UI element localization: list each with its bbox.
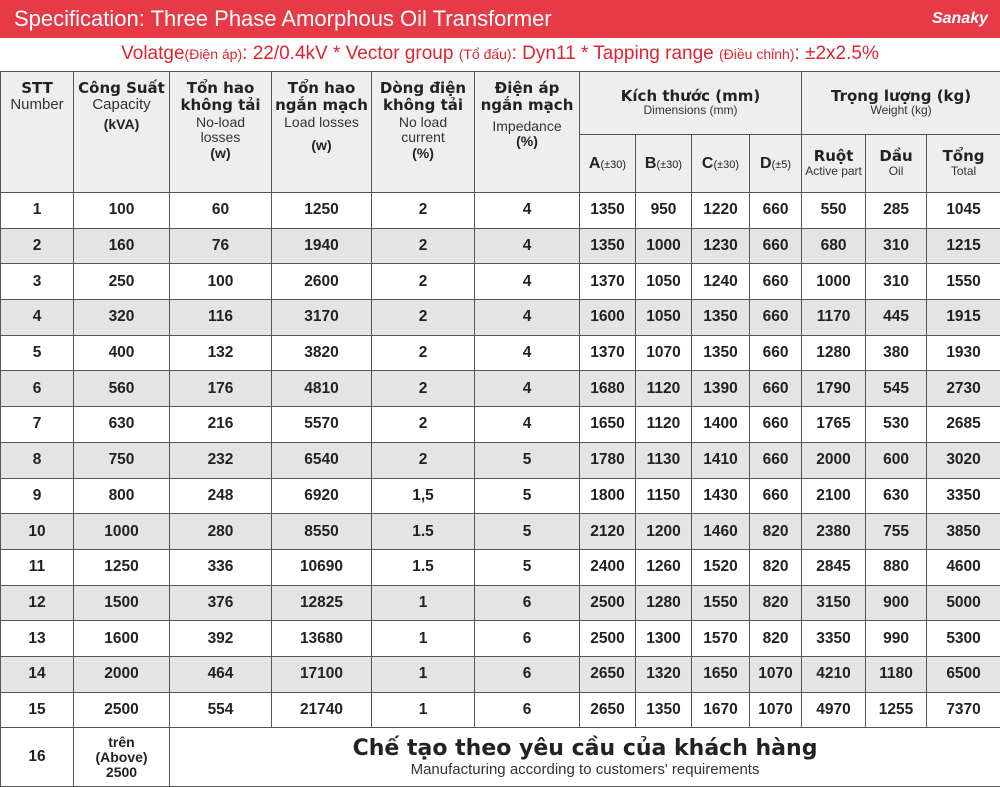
col-header-weight: Trọng lượng (kg) Weight (kg) (802, 72, 1000, 135)
cell-total: 1550 (927, 264, 1000, 300)
cell-noload-current: 2 (372, 371, 475, 407)
col-header-dim-b: B(±30) (636, 134, 692, 192)
cell-active-part: 1280 (802, 335, 866, 371)
cell-dim-c: 1460 (692, 514, 750, 550)
cell-load-loss: 3820 (272, 335, 372, 371)
cell-dim-b: 1260 (636, 549, 692, 585)
cell-noload-current: 2 (372, 335, 475, 371)
table-body (1, 193, 1000, 787)
cell-dim-c: 1410 (692, 442, 750, 478)
cell-stt: 6 (1, 371, 74, 407)
cell-dim-c: 1220 (692, 193, 750, 229)
cell-dim-a: 1650 (580, 407, 636, 443)
cell-dim-b: 1130 (636, 442, 692, 478)
cell-dim-d: 660 (750, 228, 802, 264)
cell-stt: 11 (1, 549, 74, 585)
cell-dim-d: 660 (750, 193, 802, 229)
cell-noload-current: 1 (372, 656, 475, 692)
cell-dim-a: 1350 (580, 228, 636, 264)
cell-impedance: 4 (475, 193, 580, 229)
cell-oil: 990 (866, 621, 927, 657)
cell-load-loss: 5570 (272, 407, 372, 443)
cell-load-loss: 3170 (272, 300, 372, 336)
voltage-label-vi: (Điện áp) (185, 46, 243, 62)
cell-noload-loss: 554 (170, 692, 272, 728)
cell-impedance: 5 (475, 514, 580, 550)
cell-active-part: 2845 (802, 549, 866, 585)
cell-impedance: 6 (475, 621, 580, 657)
cell-noload-current: 1 (372, 585, 475, 621)
cell-load-loss: 13680 (272, 621, 372, 657)
table-row (1, 621, 1000, 657)
cell-dim-a: 2400 (580, 549, 636, 585)
cell-dim-a: 2120 (580, 514, 636, 550)
title-bar (0, 0, 1000, 38)
cell-noload-current: 2 (372, 300, 475, 336)
cell-total: 5000 (927, 585, 1000, 621)
cell-oil: 285 (866, 193, 927, 229)
cell-capacity: 400 (74, 335, 170, 371)
cell-impedance: 6 (475, 692, 580, 728)
cell-active-part: 4970 (802, 692, 866, 728)
cell-impedance: 5 (475, 549, 580, 585)
cell-stt: 10 (1, 514, 74, 550)
custom-note-vi: Chế tạo theo yêu cầu của khách hàng (170, 736, 1000, 761)
cap-above-en: (Above) (74, 750, 169, 765)
cell-dim-b: 1280 (636, 585, 692, 621)
cell-dim-b: 1050 (636, 264, 692, 300)
cell-dim-d: 660 (750, 300, 802, 336)
cell-noload-current: 2 (372, 407, 475, 443)
cell-impedance: 4 (475, 264, 580, 300)
cell-oil: 445 (866, 300, 927, 336)
cell-dim-b: 1120 (636, 407, 692, 443)
cell-capacity: 160 (74, 228, 170, 264)
cell-noload-current: 1.5 (372, 514, 475, 550)
cell-active-part: 1170 (802, 300, 866, 336)
cell-stt: 1 (1, 193, 74, 229)
tap-value: : ±2x2.5% (795, 43, 879, 64)
cap-above-val: 2500 (74, 765, 169, 780)
cell-load-loss: 10690 (272, 549, 372, 585)
cell-dim-a: 2650 (580, 656, 636, 692)
cell-total: 3850 (927, 514, 1000, 550)
col-header-total: Tổng Total (927, 134, 1000, 192)
cell-dim-c: 1650 (692, 656, 750, 692)
table-row (1, 514, 1000, 550)
cell-capacity: 320 (74, 300, 170, 336)
cell-dim-c: 1390 (692, 371, 750, 407)
cell-dim-c: 1240 (692, 264, 750, 300)
cell-dim-d: 820 (750, 514, 802, 550)
cell-noload-loss: 464 (170, 656, 272, 692)
cell-capacity: 2500 (74, 692, 170, 728)
cell-active-part: 680 (802, 228, 866, 264)
cell-impedance: 6 (475, 656, 580, 692)
cell-stt: 8 (1, 442, 74, 478)
cell-dim-d: 820 (750, 621, 802, 657)
cell-total: 1930 (927, 335, 1000, 371)
cell-oil: 600 (866, 442, 927, 478)
cell-active-part: 550 (802, 193, 866, 229)
cell-load-loss: 2600 (272, 264, 372, 300)
cell-stt: 4 (1, 300, 74, 336)
cell-noload-loss: 216 (170, 407, 272, 443)
cell-load-loss: 8550 (272, 514, 372, 550)
cell-active-part: 4210 (802, 656, 866, 692)
cell-noload-current: 2 (372, 442, 475, 478)
cell-load-loss: 4810 (272, 371, 372, 407)
cell-noload-loss: 132 (170, 335, 272, 371)
custom-note-en: Manufacturing according to customers' requirements (170, 761, 1000, 778)
cell-stt: 13 (1, 621, 74, 657)
cell-total: 3350 (927, 478, 1000, 514)
cell-active-part: 3350 (802, 621, 866, 657)
vector-label-vi: (Tổ đấu) (459, 46, 512, 62)
table-row (1, 656, 1000, 692)
cell-dim-c: 1520 (692, 549, 750, 585)
page-title: Specification: Three Phase Amorphous Oil Transformer (14, 6, 552, 32)
cell-stt: 2 (1, 228, 74, 264)
cell-active-part: 2100 (802, 478, 866, 514)
cell-dim-b: 1070 (636, 335, 692, 371)
cell-dim-d: 660 (750, 335, 802, 371)
cell-noload-current: 1 (372, 692, 475, 728)
cell-impedance: 4 (475, 335, 580, 371)
cell-impedance: 4 (475, 228, 580, 264)
cell-oil: 310 (866, 228, 927, 264)
cell-impedance: 6 (475, 585, 580, 621)
cell-load-loss: 21740 (272, 692, 372, 728)
cell-active-part: 1790 (802, 371, 866, 407)
cell-dim-c: 1350 (692, 335, 750, 371)
cell-dim-d: 820 (750, 585, 802, 621)
cell-load-loss: 6920 (272, 478, 372, 514)
cell-oil: 880 (866, 549, 927, 585)
cell-capacity: 100 (74, 193, 170, 229)
cell-load-loss: 12825 (272, 585, 372, 621)
table-row (1, 228, 1000, 264)
col-header-dim-d: D(±5) (750, 134, 802, 192)
cell-dim-b: 1000 (636, 228, 692, 264)
cell-oil: 530 (866, 407, 927, 443)
cell-active-part: 2000 (802, 442, 866, 478)
cell-total: 5300 (927, 621, 1000, 657)
cell-stt: 7 (1, 407, 74, 443)
cell-impedance: 4 (475, 300, 580, 336)
cell-dim-a: 1350 (580, 193, 636, 229)
cell-dim-b: 1300 (636, 621, 692, 657)
cell-dim-c: 1350 (692, 300, 750, 336)
cell-impedance: 5 (475, 442, 580, 478)
cell-impedance: 5 (475, 478, 580, 514)
cell-total: 7370 (927, 692, 1000, 728)
cell-noload-loss: 392 (170, 621, 272, 657)
table-row (1, 264, 1000, 300)
cell-stt: 12 (1, 585, 74, 621)
cell-dim-a: 1370 (580, 335, 636, 371)
spec-table (0, 71, 1000, 787)
cell-impedance: 4 (475, 371, 580, 407)
cell-load-loss: 1250 (272, 193, 372, 229)
col-header-dim-a: A(±30) (580, 134, 636, 192)
cell-noload-loss: 116 (170, 300, 272, 336)
cell-oil: 900 (866, 585, 927, 621)
cell-stt: 14 (1, 656, 74, 692)
cell-noload-current: 2 (372, 264, 475, 300)
cell-capacity: 560 (74, 371, 170, 407)
cell-dim-c: 1670 (692, 692, 750, 728)
cell-total: 4600 (927, 549, 1000, 585)
col-header-dimensions: Kích thước (mm) Dimensions (mm) (580, 72, 802, 135)
cell-noload-loss: 248 (170, 478, 272, 514)
cell-dim-a: 1600 (580, 300, 636, 336)
cell-total: 3020 (927, 442, 1000, 478)
cell-dim-d: 660 (750, 478, 802, 514)
tap-label-vi: (Điều chỉnh) (719, 46, 794, 62)
cell-dim-a: 1370 (580, 264, 636, 300)
vector-value: : Dyn11 * (512, 43, 594, 64)
table-row (1, 585, 1000, 621)
cell-noload-loss: 376 (170, 585, 272, 621)
vector-label: Vector group (346, 43, 454, 64)
cell-dim-d: 660 (750, 442, 802, 478)
cell-noload-loss: 76 (170, 228, 272, 264)
col-header-dim-c: C(±30) (692, 134, 750, 192)
col-header-capacity: Công Suất Capacity (kVA) (74, 72, 170, 193)
cell-noload-current: 1,5 (372, 478, 475, 514)
cell-noload-loss: 176 (170, 371, 272, 407)
table-row (1, 478, 1000, 514)
cell-total: 1045 (927, 193, 1000, 229)
cell-dim-d: 1070 (750, 656, 802, 692)
cell-dim-b: 1120 (636, 371, 692, 407)
cell-dim-c: 1570 (692, 621, 750, 657)
col-header-noload-current: Dòng điện không tải No load current (%) (372, 72, 475, 193)
table-row (1, 692, 1000, 728)
cell-dim-d: 660 (750, 264, 802, 300)
col-header-active-part: Ruột Active part (802, 134, 866, 192)
spec-subtitle (0, 40, 1000, 70)
cell-capacity: 2000 (74, 656, 170, 692)
cell-active-part: 3150 (802, 585, 866, 621)
cell-capacity: 1000 (74, 514, 170, 550)
cell-stt: 15 (1, 692, 74, 728)
cell-oil: 1255 (866, 692, 927, 728)
cell-noload-loss: 280 (170, 514, 272, 550)
cell-dim-c: 1400 (692, 407, 750, 443)
cell-load-loss: 17100 (272, 656, 372, 692)
cell-dim-a: 2650 (580, 692, 636, 728)
cell-noload-current: 1 (372, 621, 475, 657)
cell-total: 2685 (927, 407, 1000, 443)
cell-oil: 545 (866, 371, 927, 407)
brand-logo: Sanaky (932, 10, 988, 28)
cell-dim-b: 1200 (636, 514, 692, 550)
cell-capacity: 750 (74, 442, 170, 478)
cell-total: 6500 (927, 656, 1000, 692)
cell-dim-b: 1050 (636, 300, 692, 336)
cell-capacity: 1500 (74, 585, 170, 621)
cell-noload-current: 2 (372, 228, 475, 264)
cell-stt: 16 (1, 728, 74, 787)
cell-capacity: 630 (74, 407, 170, 443)
custom-manufacturing-note (170, 728, 1000, 787)
tap-label: Tapping range (593, 43, 713, 64)
cell-dim-d: 820 (750, 549, 802, 585)
cell-capacity: 1600 (74, 621, 170, 657)
cell-dim-d: 660 (750, 371, 802, 407)
col-header-oil: Dầu Oil (866, 134, 927, 192)
cell-stt: 5 (1, 335, 74, 371)
cell-dim-a: 1780 (580, 442, 636, 478)
cap-above-vi: trên (74, 735, 169, 750)
cell-dim-b: 1150 (636, 478, 692, 514)
cell-dim-d: 1070 (750, 692, 802, 728)
cell-dim-a: 1680 (580, 371, 636, 407)
cell-dim-c: 1550 (692, 585, 750, 621)
table-row-custom (1, 728, 1000, 787)
cell-oil: 755 (866, 514, 927, 550)
col-header-load-losses: Tổn hao ngắn mạch Load losses (w) (272, 72, 372, 193)
cell-dim-d: 660 (750, 407, 802, 443)
cell-load-loss: 6540 (272, 442, 372, 478)
cell-noload-loss: 232 (170, 442, 272, 478)
cell-oil: 630 (866, 478, 927, 514)
cell-noload-current: 2 (372, 193, 475, 229)
table-row (1, 442, 1000, 478)
table-row (1, 407, 1000, 443)
cell-capacity: 250 (74, 264, 170, 300)
cell-capacity (74, 728, 170, 787)
cell-active-part: 1000 (802, 264, 866, 300)
cell-capacity: 1250 (74, 549, 170, 585)
col-header-impedance: Điện áp ngắn mạch Impedance (%) (475, 72, 580, 193)
cell-noload-loss: 60 (170, 193, 272, 229)
cell-stt: 9 (1, 478, 74, 514)
table-row (1, 300, 1000, 336)
cell-dim-a: 1800 (580, 478, 636, 514)
cell-load-loss: 1940 (272, 228, 372, 264)
cell-dim-b: 1320 (636, 656, 692, 692)
table-row (1, 193, 1000, 229)
cell-oil: 310 (866, 264, 927, 300)
cell-dim-a: 2500 (580, 621, 636, 657)
cell-dim-b: 1350 (636, 692, 692, 728)
cell-total: 1215 (927, 228, 1000, 264)
cell-oil: 1180 (866, 656, 927, 692)
cell-noload-current: 1.5 (372, 549, 475, 585)
cell-dim-c: 1430 (692, 478, 750, 514)
cell-noload-loss: 336 (170, 549, 272, 585)
table-row (1, 549, 1000, 585)
cell-total: 2730 (927, 371, 1000, 407)
cell-total: 1915 (927, 300, 1000, 336)
col-header-noload-losses: Tổn hao không tải No-load losses (w) (170, 72, 272, 193)
voltage-label: Volatge (121, 43, 184, 64)
table-row (1, 335, 1000, 371)
col-header-stt: STT Number (1, 72, 74, 193)
cell-impedance: 4 (475, 407, 580, 443)
cell-dim-a: 2500 (580, 585, 636, 621)
cell-active-part: 2380 (802, 514, 866, 550)
cell-stt: 3 (1, 264, 74, 300)
cell-dim-b: 950 (636, 193, 692, 229)
table-row (1, 371, 1000, 407)
cell-capacity: 800 (74, 478, 170, 514)
cell-noload-loss: 100 (170, 264, 272, 300)
cell-oil: 380 (866, 335, 927, 371)
voltage-value: : 22/0.4kV * (242, 43, 346, 64)
cell-dim-c: 1230 (692, 228, 750, 264)
cell-active-part: 1765 (802, 407, 866, 443)
